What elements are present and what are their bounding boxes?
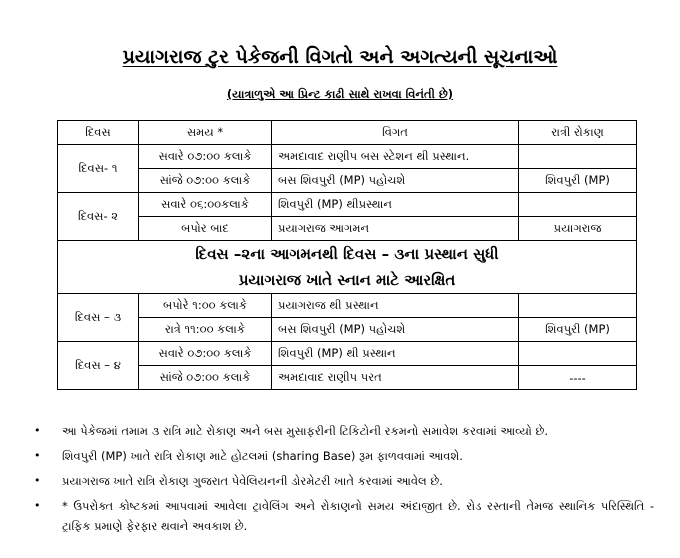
page-title: પ્રયાગરાજ ટુર પેકેજની વિગતો અને અગત્યની સૂચનાઓ bbox=[122, 46, 558, 68]
header-night-stay: રાત્રી રોકાણ bbox=[519, 121, 637, 145]
stay-cell bbox=[519, 342, 637, 366]
list-item bbox=[34, 446, 654, 466]
time-cell: બપોરે ૧:૦૦ કલાકે bbox=[139, 294, 272, 318]
detail-cell: બસ શિવપુરી (MP) પહોચશે bbox=[272, 169, 519, 193]
stay-cell: શિવપુરી (MP) bbox=[519, 318, 637, 342]
table-row bbox=[58, 294, 637, 318]
note-row bbox=[58, 241, 637, 268]
time-cell: બપોર બાદ bbox=[139, 217, 272, 241]
table-row bbox=[58, 366, 637, 390]
time-cell: સવારે ૦૬:૦૦કલાકે bbox=[139, 193, 272, 217]
header-day: દિવસ bbox=[58, 121, 139, 145]
stay-cell bbox=[519, 294, 637, 318]
stay-cell: પ્રયાગરાજ bbox=[519, 217, 637, 241]
table-row bbox=[58, 193, 637, 217]
stay-cell bbox=[519, 145, 637, 169]
note-text: * ઉપરોક્ત કોષ્ટકમાં આપવામાં આવેલા ટ્રાવેલિંગ અને રોકાણનો સમય અંદાજીત છે. રોડ રસ્તાની તેમજ સ્થાનિક પરિસ્થિતિ - ટ્રાફિક પ્રમાણે ફેરફાર થવાને અવકાશ છે. bbox=[62, 499, 654, 533]
detail-cell: પ્રયાગરાજ આગમન bbox=[272, 217, 519, 241]
day-cell: દિવસ- ૧ bbox=[58, 145, 139, 193]
list-item bbox=[34, 496, 654, 536]
bath-reservation-note-line1: દિવસ –૨ના આગમનથી દિવસ – ૩ના પ્રસ્થાન સુધી bbox=[58, 241, 637, 268]
table-row bbox=[58, 217, 637, 241]
note-text: આ પેકેજમાં તમામ ૩ રાત્રિ માટે રોકાણ અને બસ મુસાફરીની ટિકિટોની રકમનો સમાવેશ કરવામાં આવ્યો છે. bbox=[62, 424, 549, 438]
detail-cell: અમદાવાદ રાણીપ બસ સ્ટેશન થી પ્રસ્થાન. bbox=[272, 145, 519, 169]
note-row bbox=[58, 267, 637, 294]
table-row bbox=[58, 145, 637, 169]
detail-cell: શિવપુરી (MP) થી પ્રસ્થાન bbox=[272, 342, 519, 366]
day-cell: દિવસ – ૪ bbox=[58, 342, 139, 390]
day-cell: દિવસ- ૨ bbox=[58, 193, 139, 241]
bullet-icon: • bbox=[34, 424, 41, 437]
note-text: શિવપુરી (MP) ખાતે રાત્રિ રોકાણ માટે હોટલમાં (sharing Base) રૂમ ફાળવવામાં આવશે. bbox=[62, 449, 463, 463]
bullet-icon: • bbox=[34, 449, 41, 462]
list-item bbox=[34, 421, 654, 441]
bullet-icon: • bbox=[34, 499, 41, 512]
notes-list bbox=[34, 421, 654, 541]
stay-cell bbox=[519, 193, 637, 217]
stay-cell: ---- bbox=[519, 366, 637, 390]
bath-reservation-note-line2: પ્રયાગરાજ ખાતે સ્નાન માટે આરક્ષિત bbox=[58, 267, 637, 294]
detail-cell: અમદાવાદ રાણીપ પરત bbox=[272, 366, 519, 390]
table-header-row bbox=[58, 121, 637, 145]
time-cell: સવારે ૦૭:૦૦ કલાકે bbox=[139, 145, 272, 169]
header-time: સમય * bbox=[139, 121, 272, 145]
bullet-icon: • bbox=[34, 474, 41, 487]
detail-cell: શિવપુરી (MP) થીપ્રસ્થાન bbox=[272, 193, 519, 217]
itinerary-table bbox=[57, 120, 637, 390]
time-cell: સાંજે ૦૭:૦૦ કલાકે bbox=[139, 169, 272, 193]
day-cell: દિવસ – ૩ bbox=[58, 294, 139, 342]
note-text: પ્રયાગરાજ ખાતે રાત્રિ રોકાણ ગુજરાત પેવેલિયનની ડોરમેટરી ખાતે કરવામાં આવેલ છે. bbox=[62, 474, 443, 488]
detail-cell: બસ શિવપુરી (MP) પહોચશે bbox=[272, 318, 519, 342]
list-item bbox=[34, 471, 654, 491]
time-cell: સાંજે ૦૭:૦૦ કલાકે bbox=[139, 366, 272, 390]
header-detail: વિગત bbox=[272, 121, 519, 145]
time-cell: રાત્રે ૧૧:૦૦ કલાકે bbox=[139, 318, 272, 342]
time-cell: સવારે ૦૭:૦૦ કલાકે bbox=[139, 342, 272, 366]
stay-cell: શિવપુરી (MP) bbox=[519, 169, 637, 193]
detail-cell: પ્રયાગરાજ થી પ્રસ્થાન bbox=[272, 294, 519, 318]
page-subtitle: (યાત્રાળુએ આ પ્રિન્ટ કાઢી સાથે રાખવા વિનંતી છે) bbox=[226, 87, 454, 101]
table-row bbox=[58, 318, 637, 342]
table-row bbox=[58, 342, 637, 366]
table-row bbox=[58, 169, 637, 193]
